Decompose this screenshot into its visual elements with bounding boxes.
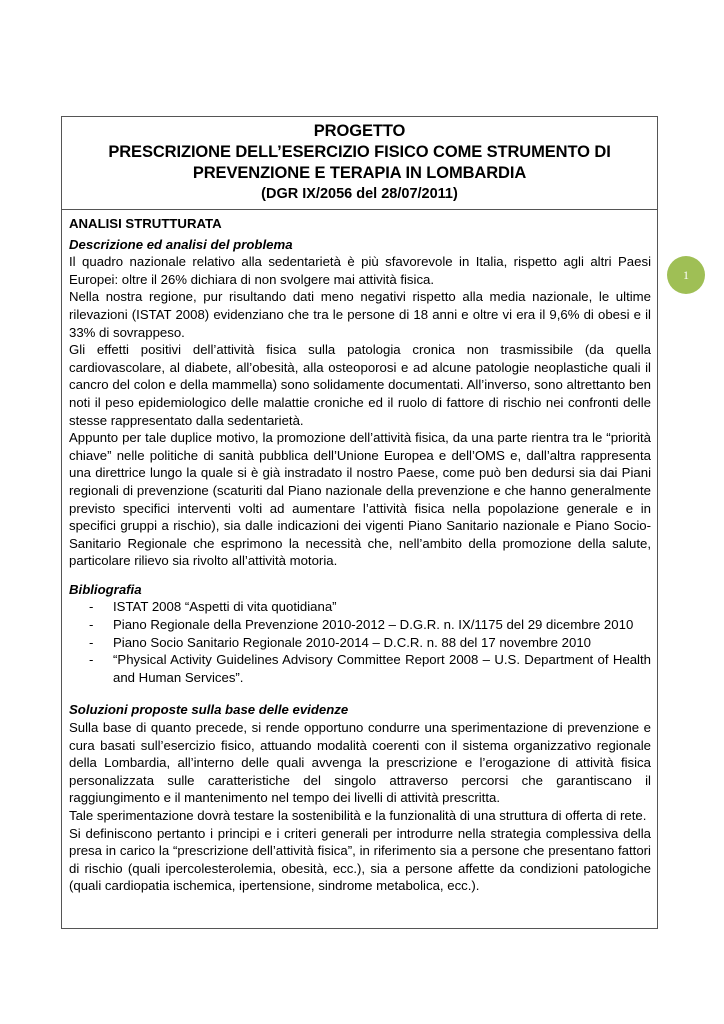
title-reference: (DGR IX/2056 del 28/07/2011) [261, 186, 458, 202]
list-dash: - [89, 634, 94, 650]
bibliography-item: - “Physical Activity Guidelines Advisory Committee Report 2008 – U.S. Department of Health and Human Services”. [89, 652, 651, 685]
solutions-paragraph: Tale sperimentazione dovrà testare la sostenibilità e la funzionalità di una struttura di offerta di rete. [69, 808, 647, 823]
title-line-2: PRESCRIZIONE DELL’ESERCIZIO FISICO COME STRUMENTO DI [108, 143, 611, 161]
solutions-paragraph: Si definiscono pertanto i principi e i criteri generali per introdurre nella strategia complessiva della presa in carico la “prescrizione dell’attività fisica”, in riferimento sia a persone che presentano fattori di rischio (quali ipercolesterolemia, obesità, ecc.), sia a persone affette da condizioni patologiche (quali cardiopatia ischemica, ipertensione, sindrome metabolica, ecc.). [69, 825, 651, 894]
page-number-badge: 1 [667, 256, 705, 294]
bibliography-item: - Piano Regionale della Prevenzione 2010-2012 – D.G.R. n. IX/1175 del 29 dicembre 2010 [89, 617, 634, 633]
bibliography-item: - ISTAT 2008 “Aspetti di vita quotidiana” [89, 599, 337, 615]
title-block [62, 117, 657, 210]
title-line-3: PREVENZIONE E TERAPIA IN LOMBARDIA [192, 164, 527, 182]
bibliography-list [69, 598, 651, 686]
title-project: PROGETTO [313, 122, 406, 140]
problem-paragraph: Il quadro nazionale relativo alla sedentarietà è più sfavorevole in Italia, rispetto agli altri Paesi Europei: oltre il 26% dichiara di non svolgere mai attività fisica. [69, 254, 651, 287]
document-frame [61, 116, 658, 929]
document-body [62, 210, 657, 895]
list-dash: - [89, 599, 94, 615]
bibliography-heading: Bibliografia [69, 581, 142, 597]
problem-heading: Descrizione ed analisi del problema [69, 236, 293, 252]
section-label: ANALISI STRUTTURATA [69, 216, 222, 231]
list-dash: - [89, 617, 94, 633]
problem-paragraph: Nella nostra regione, pur risultando dati meno negativi rispetto alla media nazionale, le ultime rilevazioni (ISTAT 2008) evidenziano che tra le persone di 18 anni e oltre vi era il 9,6% di obesi e il 33% di sovrappeso. [69, 289, 651, 340]
list-dash: - [89, 652, 94, 668]
problem-paragraph: Appunto per tale duplice motivo, la promozione dell’attività fisica, da una parte rientra tra le “priorità chiave” nelle politiche di sanità pubblica dell’Unione Europea e dell’OMS e, dall’altra rappresenta una direttrice lungo la quale si è già instradato il nostro Paese, come può ben dedursi sia dai Piani regionali di prevenzione (scaturiti dal Piano nazionale della prevenzione e che hanno generalmente previsto specifici interventi volti ad aumentare l’attività fisica nella popolazione generale e in specifici gruppi a rischio), sia dalle indicazioni dei vigenti Piano Sanitario nazionale e Piano Socio-Sanitario Regionale che esprimono la necessità che, nell’ambito della promozione della salute, particolare rilievo sia rivolto all’attività motoria. [69, 430, 651, 569]
bibliography-item: - Piano Socio Sanitario Regionale 2010-2014 – D.C.R. n. 88 del 17 novembre 2010 [89, 634, 591, 650]
solutions-heading: Soluzioni proposte sulla base delle evidenze [69, 702, 349, 718]
solutions-paragraph: Sulla base di quanto precede, si rende opportuno condurre una sperimentazione di prevenzione e cura basati sull’esercizio fisico, attuando modalità coerenti con il sistema organizzativo regionale della Lombardia, all’interno delle quali avvenga la prescrizione e l’erogazione di attività fisica personalizzata sulle caratteristiche del singolo attraverso percorsi che garantiscano il raggiungimento e il mantenimento nel tempo dei livelli di attività prescritta. [69, 720, 651, 806]
problem-paragraph: Gli effetti positivi dell’attività fisica sulla patologia cronica non trasmissibile (da quella cardiovascolare, al diabete, all’obesità, alla osteoporosi e ad alcune patologie neoplastiche quali il cancro del colon e della mammella) sono solidamente documentati. All’inverso, sono altrettanto ben noti il peso epidemiologico delle malattie croniche ed il ruolo di fattore di rischio nei confronti delle stesse rappresentato dalla sedentarietà. [69, 342, 651, 428]
